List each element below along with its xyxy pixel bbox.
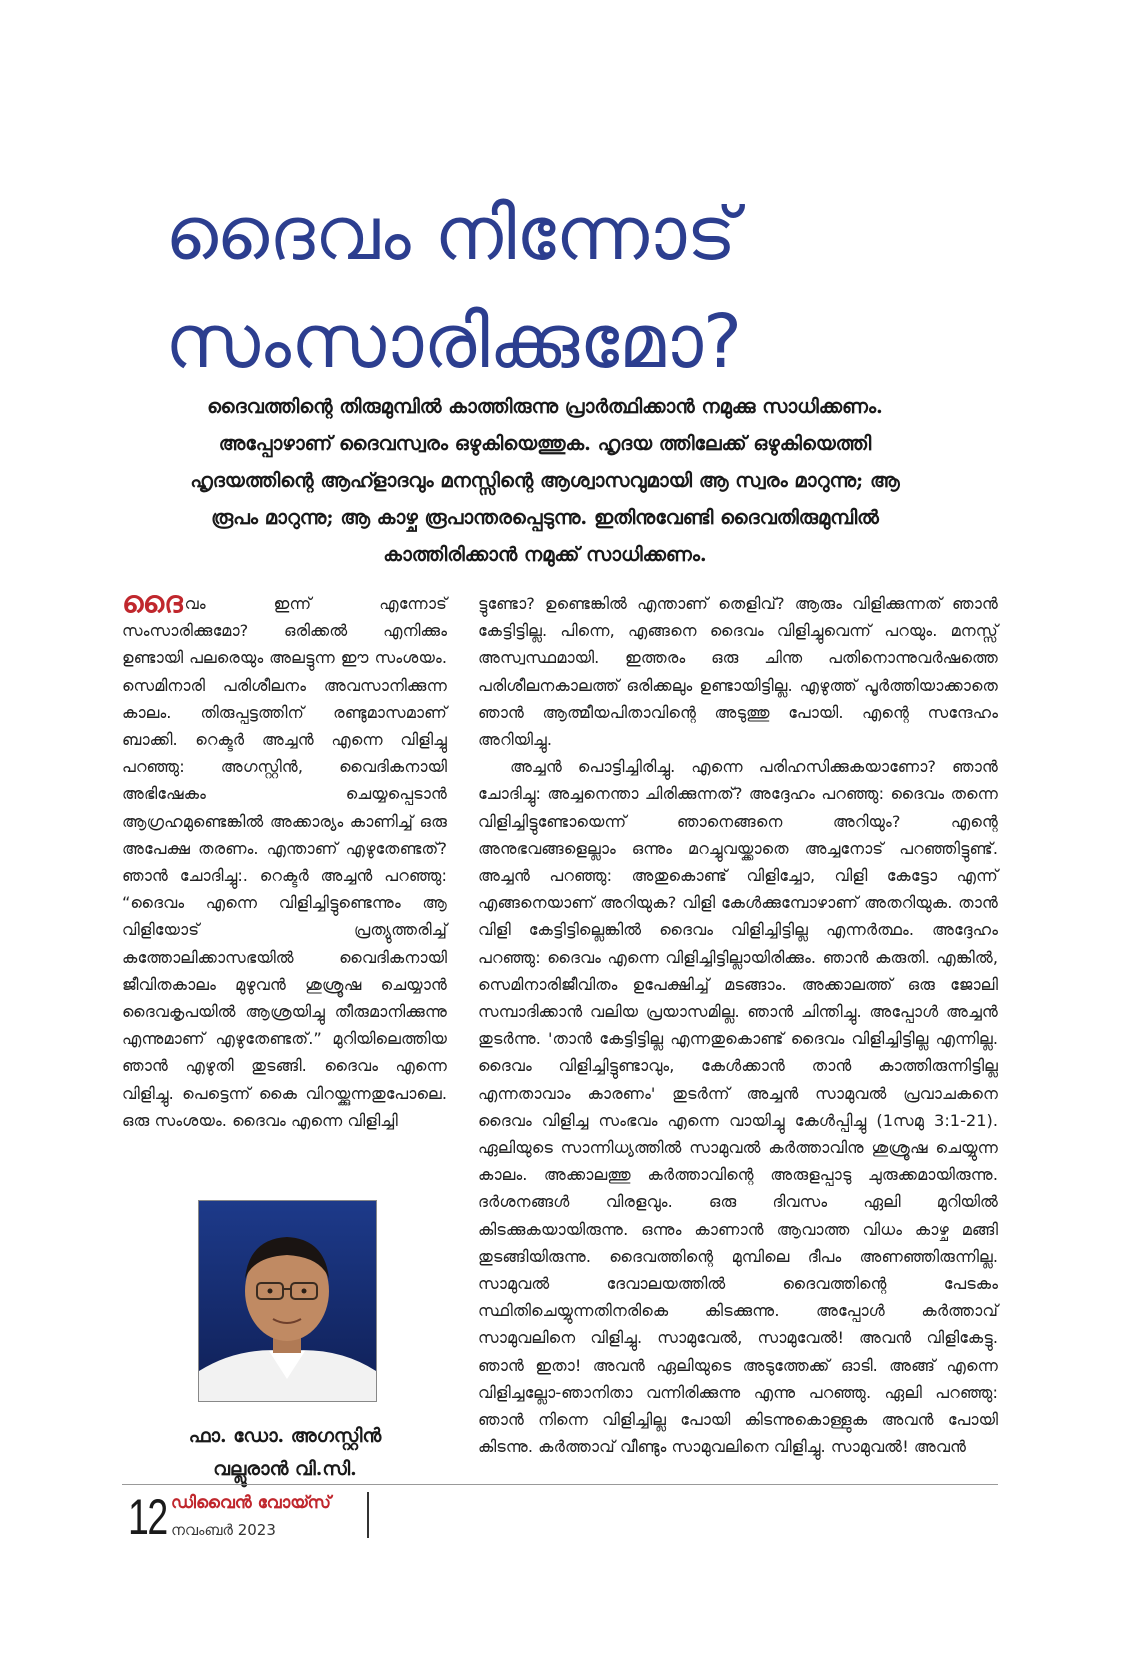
title-line-2: സംസാരിക്കുമോ? bbox=[165, 299, 743, 385]
left-body-text: വം ഇന്ന് എന്നോട് സംസാരിക്കുമോ? ഒരിക്കൽ എനിക്കും ഉണ്ടായി പലരെയും അലട്ടുന്ന ഈ സംശയം. സെമിനാരി പരിശീലനം അവസാനിക്കുന്ന കാലം. തിരുപ്പട്ടത്തിന് രണ്ടുമാസമാണ് ബാക്കി. റെക്ടർ അച്ചൻ എന്നെ വിളിച്ചു പറഞ്ഞു: അഗസ്റ്റിൻ, വൈദികനായി അഭിഷേകം ചെയ്യപ്പെടാൻ ആഗ്രഹമുണ്ടെങ്കിൽ അക്കാര്യം കാണിച്ച് ഒരു അപേക്ഷ തരണം. എന്താണ് എഴുതേണ്ടത്? ഞാൻ ചോദിച്ചു:. റെക്ടർ അച്ചൻ പറഞ്ഞു: “ദൈവം എന്നെ വിളിച്ചിട്ടുണ്ടെന്നും ആ വിളിയോട് പ്രത്യുത്തരിച്ച് കത്തോലിക്കാസഭയിൽ വൈദികനായി ജീവിതകാലം മുഴുവൻ ശുശ്രൂഷ ചെയ്യാൻ ദൈവകൃപയിൽ ആശ്രയിച്ചു തീരുമാനിക്കുന്നു എന്നുമാണ് എഴുതേണ്ടത്.” മുറിയിലെത്തിയ ഞാൻ എഴുതി തുടങ്ങി. ദൈവം എന്നെ വിളിച്ചു. പെട്ടെന്ന് കൈ വിറയ്ക്കുന്നതുപോലെ. ഒരു സംശയം. ദൈവം എന്നെ വിളിച്ചി bbox=[122, 594, 447, 1130]
author-portrait-image bbox=[199, 1201, 376, 1401]
footer-divider bbox=[122, 1484, 998, 1485]
right-paragraph-2: അച്ചൻ പൊട്ടിച്ചിരിച്ചു. എന്നെ പരിഹസിക്കുകയാണോ? ഞാൻ ചോദിച്ചു: അച്ചനെന്താ ചിരിക്കുന്നത്? അദ്ദേഹം പറഞ്ഞു: ദൈവം തന്നെ വിളിച്ചിട്ടുണ്ടോയെന്ന് ഞാനെങ്ങനെ അറിയും? എന്റെ അനുഭവങ്ങളെല്ലാം ഒന്നും മറച്ചുവയ്ക്കാതെ അച്ചനോട് പറഞ്ഞിട്ടുണ്ട്. അച്ചൻ പറഞ്ഞു: അതുകൊണ്ട് വിളിച്ചോ, വിളി കേട്ടോ എന്ന് എങ്ങനെയാണ് അറിയുക? വിളി കേൾക്കുമ്പോഴാണ് അതറിയുക. താൻ വിളി കേട്ടിട്ടില്ലെങ്കിൽ ദൈവം വിളിച്ചിട്ടില്ല എന്നർത്ഥം. അദ്ദേഹം പറഞ്ഞു: ദൈവം എന്നെ വിളിച്ചിട്ടില്ലായിരിക്കും. ഞാൻ കരുതി. എങ്കിൽ, സെമിനാരിജീവിതം ഉപേക്ഷിച്ച് മടങ്ങാം. അക്കാലത്ത് ഒരു ജോലി സമ്പാദിക്കാൻ വലിയ പ്രയാസമില്ല. ഞാൻ ചിന്തിച്ചു. അപ്പോൾ അച്ചൻ തുടർന്നു. 'താൻ കേട്ടിട്ടില്ല എന്നതുകൊണ്ട് ദൈവം വിളിച്ചിട്ടില്ല എന്നില്ല. ദൈവം വിളിച്ചിട്ടുണ്ടാവും, കേൾക്കാൻ താൻ കാത്തിരുന്നിട്ടില്ല എന്നതാവാം കാരണം' തുടർന്ന് അച്ചൻ സാമുവൽ പ്രവാചകനെ ദൈവം വിളിച്ച സംഭവം എന്നെ വായിച്ചു കേൾപ്പിച്ചു (1സമു 3:1-21). ഏലിയുടെ സാന്നിധ്യത്തിൽ സാമുവൽ കർത്താവിനു ശുശ്രൂഷ ചെയ്യുന്ന കാലം. അക്കാലത്തു കർത്താവിന്റെ അരുളപ്പാടു ചുരുക്കമായിരുന്നു. ദർശനങ്ങൾ വിരളവും. ഒരു ദിവസം ഏലി മുറിയിൽ കിടക്കുകയായിരുന്നു. ഒന്നും കാണാൻ ആവാത്ത വിധം കാഴ്ച മങ്ങി തുടങ്ങിയിരുന്നു. ദൈവത്തിന്റെ മുമ്പിലെ ദീപം അണഞ്ഞിരുന്നില്ല. സാമുവൽ ദേവാലയത്തിൽ ദൈവത്തിന്റെ പേടകം സ്ഥിതിചെയ്യുന്നതിനരികെ കിടക്കുന്നു. അപ്പോൾ കർത്താവ് സാമുവലിനെ വിളിച്ചു. സാമുവേൽ, സാമുവേൽ! അവൻ വിളികേട്ടു. ഞാൻ ഇതാ! അവൻ ഏലിയുടെ അടുത്തേക്ക് ഓടി. അങ്ങ് എന്നെ വിളിച്ചല്ലോ-ഞാനിതാ വന്നിരിക്കുന്നു എന്നു പറഞ്ഞു. ഏലി പറഞ്ഞു: ഞാൻ നിന്നെ വിളിച്ചില്ല പോയി കിടന്നുകൊള്ളുക അവൻ പോയി കിടന്നു. കർത്താവ് വീണ്ടും സാമുവലിനെ വിളിച്ചു. സാമുവൽ! അവൻ bbox=[478, 757, 998, 1457]
issue-date: നവംബർ 2023 bbox=[171, 1521, 276, 1539]
right-paragraph-1: ട്ടുണ്ടോ? ഉണ്ടെങ്കിൽ എന്താണ് തെളിവ്? ആരും വിളിക്കുന്നത് ഞാൻ കേട്ടിട്ടില്ല. പിന്നെ, എങ്ങനെ ദൈവം വിളിച്ചുവെന്ന് പറയും. മനസ്സ് അസ്വസ്ഥമായി. ഇത്തരം ഒരു ചിന്ത പതിനൊന്നുവർഷത്തെ പരിശീലനകാലത്ത് ഒരിക്കലും ഉണ്ടായിട്ടില്ല. എഴുത്ത് പൂർത്തിയാക്കാതെ ഞാൻ ആത്മീയപിതാവിന്റെ അടുത്തു പോയി. എന്റെ സന്ദേഹം അറിയിച്ചു. bbox=[478, 594, 998, 750]
title-line-1: ദൈവം നിന്നോട് bbox=[165, 191, 737, 277]
author-name-line-1: ഫാ. ഡോ. അഗസ്റ്റിൻ bbox=[188, 1425, 382, 1447]
body-column-right bbox=[478, 590, 998, 1461]
article-title bbox=[165, 180, 965, 396]
drop-cap: ദൈ bbox=[122, 585, 183, 620]
footer-separator bbox=[367, 1492, 369, 1538]
author-photo bbox=[198, 1200, 377, 1402]
author-name-line-2: വല്ലൂരാൻ വി.സി. bbox=[213, 1458, 357, 1480]
author-caption bbox=[160, 1420, 410, 1486]
page-number: 12 bbox=[128, 1489, 167, 1545]
article-intro: ദൈവത്തിന്റെ തിരുമുമ്പിൽ കാത്തിരുന്നു പ്രാർത്ഥിക്കാൻ നമുക്കു സാധിക്കണം. അപ്പോഴാണ് ദൈവസ്വരം ഒഴുകിയെത്തുക. ഹൃദയ ത്തിലേക്ക് ഒഴുകിയെത്തി ഹൃദയത്തിന്റെ ആഹ്ളാദവും മനസ്സിന്റെ ആശ്വാസവുമായി ആ സ്വരം മാറുന്നു; ആ രൂപം മാറുന്നു; ആ കാഴ്ച രൂപാന്തരപ്പെടുന്നു. ഇതിനുവേണ്ടി ദൈവതിരുമുമ്പിൽ കാത്തിരിക്കാൻ നമുക്ക് സാധിക്കണം. bbox=[190, 395, 900, 566]
magazine-name: ഡിവൈൻ വോയ്സ് bbox=[171, 1493, 331, 1513]
body-column-left bbox=[122, 585, 447, 1134]
left-paragraph bbox=[122, 585, 447, 1134]
